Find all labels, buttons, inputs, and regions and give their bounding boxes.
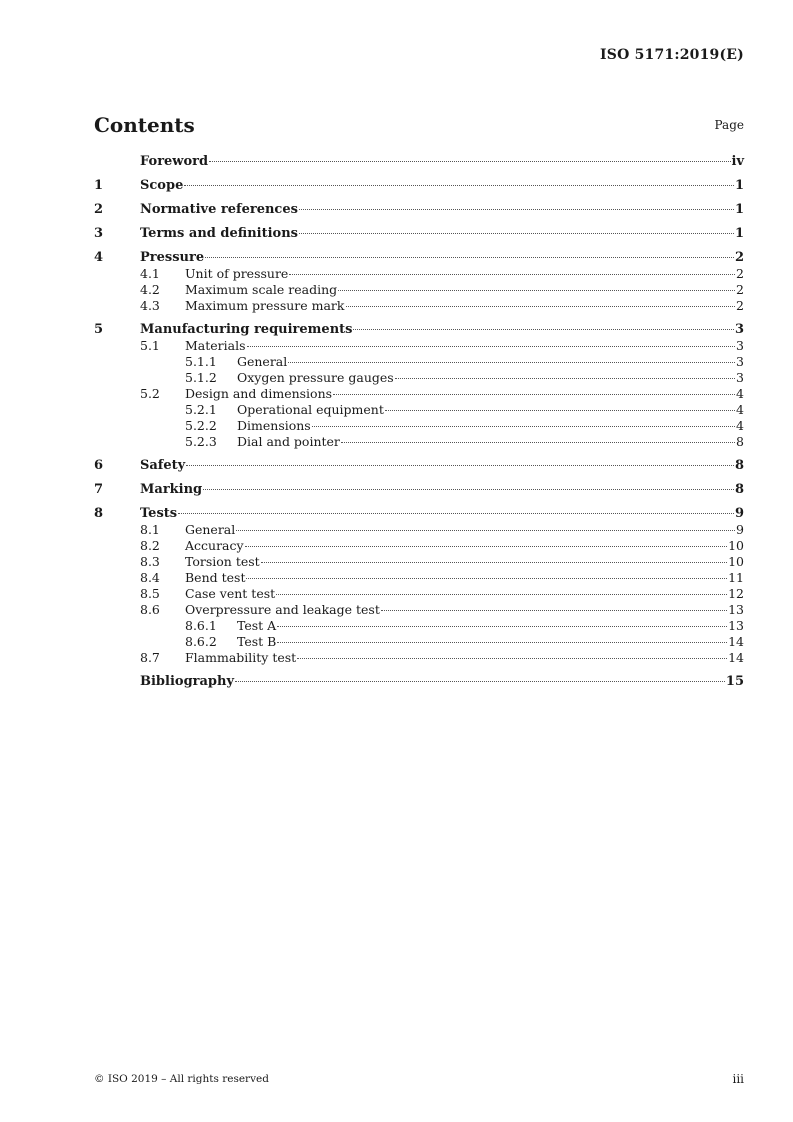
toc-entry-page: 10 xyxy=(728,538,744,553)
toc-entry[interactable] xyxy=(94,178,744,194)
toc-entry-page: 14 xyxy=(728,634,744,649)
toc-entry-title: Manufacturing requirements xyxy=(140,322,353,337)
toc-entry[interactable] xyxy=(94,266,744,282)
toc-dot-leader xyxy=(277,625,727,627)
toc-entry[interactable] xyxy=(94,506,744,522)
toc-entry-number: 4 xyxy=(94,250,104,265)
toc-entry-title: Flammability test xyxy=(185,650,297,665)
toc-entry-title: Bend test xyxy=(185,570,246,585)
toc-entry-title: Maximum pressure mark xyxy=(185,298,345,313)
toc-entry-number: 4.3 xyxy=(140,298,160,313)
toc-dot-leader xyxy=(247,345,736,347)
toc-entry-title: Test B xyxy=(237,634,277,649)
toc-entry-page: 2 xyxy=(736,282,744,297)
toc-entry-number: 5.1.1 xyxy=(185,354,217,369)
toc-entry-number: 6 xyxy=(94,458,104,473)
toc-entry[interactable] xyxy=(94,538,744,554)
toc-entry-page: 10 xyxy=(728,554,744,569)
toc-dot-leader xyxy=(178,512,734,514)
toc-entry-page: 14 xyxy=(728,650,744,665)
toc-dot-leader xyxy=(184,184,734,186)
toc-dot-leader xyxy=(353,328,733,330)
toc-entry-number: 8 xyxy=(94,506,104,521)
page-column-label: Page xyxy=(714,118,744,132)
toc-dot-leader xyxy=(261,561,727,563)
toc-entry-title: Safety xyxy=(140,458,186,473)
toc-entry-title: Oxygen pressure gauges xyxy=(237,370,394,385)
toc-entry-number: 8.6 xyxy=(140,602,160,617)
toc-entry-title: Scope xyxy=(140,178,184,193)
footer-copyright: © ISO 2019 – All rights reserved xyxy=(94,1073,269,1085)
toc-entry-number: 5.2.3 xyxy=(185,434,217,449)
toc-entry[interactable] xyxy=(94,482,744,498)
toc-dot-leader xyxy=(297,657,727,659)
toc-entry[interactable] xyxy=(94,370,744,386)
toc-entry-title: Terms and definitions xyxy=(140,226,298,241)
toc-entry-page: 2 xyxy=(736,298,744,313)
toc-entry-number: 8.4 xyxy=(140,570,160,585)
toc-dot-leader xyxy=(299,208,734,210)
toc-entry-number: 5.2 xyxy=(140,386,160,401)
toc-dot-leader xyxy=(338,289,735,291)
toc-dot-leader xyxy=(341,441,735,443)
toc-entry-page: 1 xyxy=(734,178,744,193)
toc-entry[interactable] xyxy=(94,674,744,690)
toc-entry-title: Accuracy xyxy=(185,538,244,553)
toc-entry[interactable] xyxy=(94,402,744,418)
toc-entry-title: Overpressure and leakage test xyxy=(185,602,380,617)
toc-entry-number: 5.1.2 xyxy=(185,370,217,385)
toc-entry[interactable] xyxy=(94,522,744,538)
toc-entry-page: 4 xyxy=(736,402,744,417)
toc-entry-page: 1 xyxy=(734,202,744,217)
toc-entry-number: 1 xyxy=(94,178,104,193)
toc-entry[interactable] xyxy=(94,386,744,402)
toc-entry[interactable] xyxy=(94,650,744,666)
toc-dot-leader xyxy=(299,232,734,234)
toc-entry-number: 4.2 xyxy=(140,282,160,297)
toc-entry-page: 3 xyxy=(736,370,744,385)
toc-dot-leader xyxy=(395,377,735,379)
toc-entry-number: 5.2.2 xyxy=(185,418,217,433)
toc-dot-leader xyxy=(381,609,727,611)
toc-entry-page: 3 xyxy=(736,354,744,369)
toc-entry-title: Operational equipment xyxy=(237,402,384,417)
toc-entry-page: iv xyxy=(731,154,744,169)
toc-dot-leader xyxy=(209,160,730,162)
toc-dot-leader xyxy=(277,641,727,643)
toc-entry-title: General xyxy=(185,522,236,537)
toc-entry-page: 2 xyxy=(736,266,744,281)
toc-dot-leader xyxy=(289,273,735,275)
toc-entry-page: 15 xyxy=(725,674,744,689)
toc-entry-number: 8.5 xyxy=(140,586,160,601)
toc-entry-title: Case vent test xyxy=(185,586,276,601)
toc-entry-page: 3 xyxy=(736,338,744,353)
toc-dot-leader xyxy=(205,256,734,258)
toc-entry[interactable] xyxy=(94,434,744,450)
toc-entry-number: 4.1 xyxy=(140,266,160,281)
toc-entry[interactable] xyxy=(94,354,744,370)
toc-entry[interactable] xyxy=(94,570,744,586)
toc-entry-number: 8.3 xyxy=(140,554,160,569)
toc-entry-page: 12 xyxy=(728,586,744,601)
toc-entry-number: 5.1 xyxy=(140,338,160,353)
toc-entry-number: 8.1 xyxy=(140,522,160,537)
toc-entry-page: 13 xyxy=(728,618,744,633)
toc-entry-title: Torsion test xyxy=(185,554,260,569)
toc-entry-page: 8 xyxy=(734,458,744,473)
toc-entry-number: 3 xyxy=(94,226,104,241)
toc-entry-title: Dial and pointer xyxy=(237,434,340,449)
toc-entry-number: 5.2.1 xyxy=(185,402,217,417)
toc-entry-title: Pressure xyxy=(140,250,205,265)
toc-entry-title: Maximum scale reading xyxy=(185,282,338,297)
toc-entry[interactable] xyxy=(94,554,744,570)
toc-entry[interactable] xyxy=(94,202,744,218)
toc-entry[interactable] xyxy=(94,154,744,170)
toc-entry-page: 1 xyxy=(734,226,744,241)
toc-entry[interactable] xyxy=(94,338,744,354)
toc-entry-number: 8.6.1 xyxy=(185,618,217,633)
toc-entry[interactable] xyxy=(94,322,744,338)
toc-entry[interactable] xyxy=(94,418,744,434)
toc-entry-number: 8.6.2 xyxy=(185,634,217,649)
toc-entry-page: 11 xyxy=(728,570,744,585)
toc-entry[interactable] xyxy=(94,618,744,634)
toc-entry-title: Bibliography xyxy=(140,674,235,689)
toc-entry-title: Foreword xyxy=(140,154,209,169)
table-of-contents xyxy=(94,154,744,690)
toc-entry-page: 4 xyxy=(736,418,744,433)
toc-entry-page: 13 xyxy=(728,602,744,617)
toc-dot-leader xyxy=(276,593,727,595)
toc-dot-leader xyxy=(346,305,736,307)
toc-entry-number: 8.2 xyxy=(140,538,160,553)
toc-entry-number: 8.7 xyxy=(140,650,160,665)
toc-dot-leader xyxy=(235,680,725,682)
toc-entry-number: 5 xyxy=(94,322,104,337)
toc-entry[interactable] xyxy=(94,634,744,650)
toc-entry[interactable] xyxy=(94,250,744,266)
toc-entry[interactable] xyxy=(94,282,744,298)
toc-entry[interactable] xyxy=(94,602,744,618)
toc-entry-title: Normative references xyxy=(140,202,298,217)
toc-entry-title: General xyxy=(237,354,288,369)
toc-entry-title: Marking xyxy=(140,482,203,497)
toc-entry[interactable] xyxy=(94,298,744,314)
toc-dot-leader xyxy=(333,393,735,395)
toc-dot-leader xyxy=(246,577,727,579)
toc-entry-title: Tests xyxy=(140,506,178,521)
toc-dot-leader xyxy=(288,361,735,363)
toc-dot-leader xyxy=(312,425,735,427)
toc-dot-leader xyxy=(203,488,734,490)
toc-dot-leader xyxy=(186,464,734,466)
toc-entry-number: 7 xyxy=(94,482,104,497)
toc-entry-title: Materials xyxy=(185,338,246,353)
toc-entry-page: 9 xyxy=(734,506,744,521)
toc-entry[interactable] xyxy=(94,226,744,242)
toc-entry-page: 9 xyxy=(736,522,744,537)
toc-entry-page: 8 xyxy=(734,482,744,497)
toc-entry-page: 8 xyxy=(736,434,744,449)
toc-dot-leader xyxy=(245,545,728,547)
document-id: ISO 5171:2019(E) xyxy=(600,47,744,63)
toc-entry-page: 3 xyxy=(734,322,744,337)
toc-entry[interactable] xyxy=(94,458,744,474)
toc-entry-title: Test A xyxy=(237,618,277,633)
page-title: Contents xyxy=(94,113,195,137)
toc-entry[interactable] xyxy=(94,586,744,602)
toc-entry-number: 2 xyxy=(94,202,104,217)
toc-entry-page: 4 xyxy=(736,386,744,401)
toc-dot-leader xyxy=(236,529,735,531)
toc-entry-title: Unit of pressure xyxy=(185,266,289,281)
toc-dot-leader xyxy=(385,409,735,411)
footer-page-number: iii xyxy=(732,1072,744,1086)
toc-entry-page: 2 xyxy=(734,250,744,265)
toc-entry-title: Dimensions xyxy=(237,418,311,433)
toc-entry-title: Design and dimensions xyxy=(185,386,333,401)
